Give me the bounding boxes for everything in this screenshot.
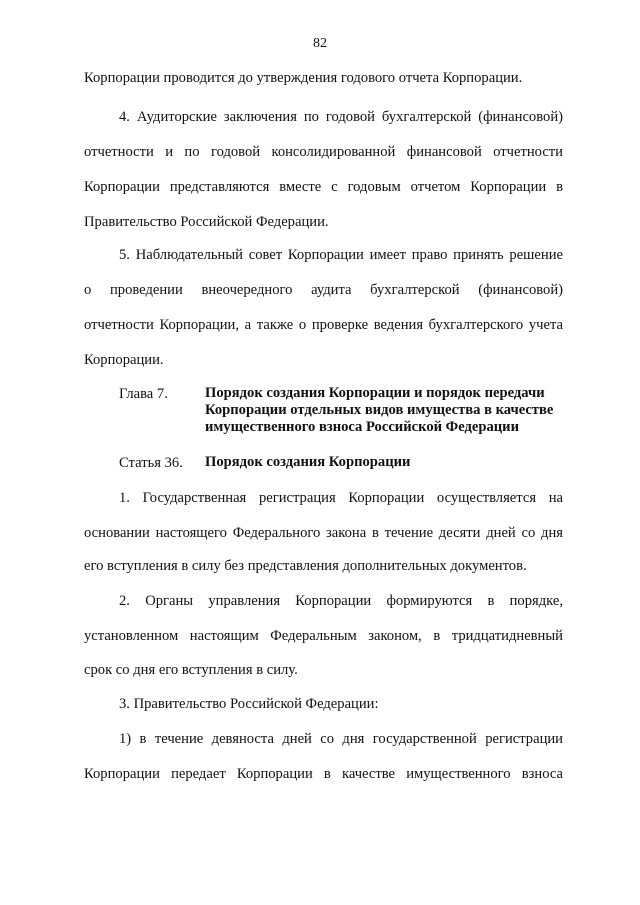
paragraph-line: Корпорации. bbox=[84, 352, 164, 368]
paragraph-line: отчетности Корпорации, а также о проверке ведения бухгалтерского учета bbox=[84, 317, 563, 333]
page-number: 82 bbox=[313, 36, 327, 51]
paragraph-line: Корпорации проводится до утверждения годового отчета Корпорации. bbox=[84, 70, 523, 86]
paragraph-line: срок со дня его вступления в силу. bbox=[84, 662, 298, 678]
paragraph-line: отчетности и по годовой консолидированной финансовой отчетности bbox=[84, 144, 563, 160]
chapter-title-line: Корпорации отдельных видов имущества в качестве bbox=[205, 402, 554, 418]
article-title-line: Порядок создания Корпорации bbox=[205, 454, 411, 470]
paragraph-line: 3. Правительство Российской Федерации: bbox=[119, 696, 379, 712]
paragraph-line: 1) в течение девяноста дней со дня государственной регистрации bbox=[119, 731, 563, 747]
chapter-title-line: имущественного взноса Российской Федерации bbox=[205, 419, 519, 435]
paragraph-line: установленном настоящим Федеральным законом, в тридцатидневный bbox=[84, 628, 563, 644]
paragraph-line: 4. Аудиторские заключения по годовой бухгалтерской (финансовой) bbox=[119, 109, 563, 125]
paragraph-line: о проведении внеочередного аудита бухгалтерской (финансовой) bbox=[84, 282, 563, 298]
paragraph-line: 2. Органы управления Корпорации формируются в порядке, bbox=[119, 593, 563, 609]
paragraph-line: основании настоящего Федерального закона в течение десяти дней со дня bbox=[84, 525, 563, 541]
paragraph-line: Корпорации передает Корпорации в качестве имущественного взноса bbox=[84, 766, 563, 782]
paragraph-line: 5. Наблюдательный совет Корпорации имеет право принять решение bbox=[119, 247, 563, 263]
chapter-title-line: Порядок создания Корпорации и порядок передачи bbox=[205, 385, 545, 401]
article-label: Статья 36. bbox=[119, 455, 183, 471]
chapter-title bbox=[205, 385, 565, 436]
paragraph-line: 1. Государственная регистрация Корпорации осуществляется на bbox=[119, 490, 563, 506]
article-title bbox=[205, 454, 565, 471]
paragraph-line: Корпорации представляются вместе с годовым отчетом Корпорации в bbox=[84, 179, 563, 195]
paragraph-line: Правительство Российской Федерации. bbox=[84, 214, 329, 230]
chapter-label: Глава 7. bbox=[119, 386, 168, 402]
paragraph-line: его вступления в силу без представления дополнительных документов. bbox=[84, 558, 527, 574]
